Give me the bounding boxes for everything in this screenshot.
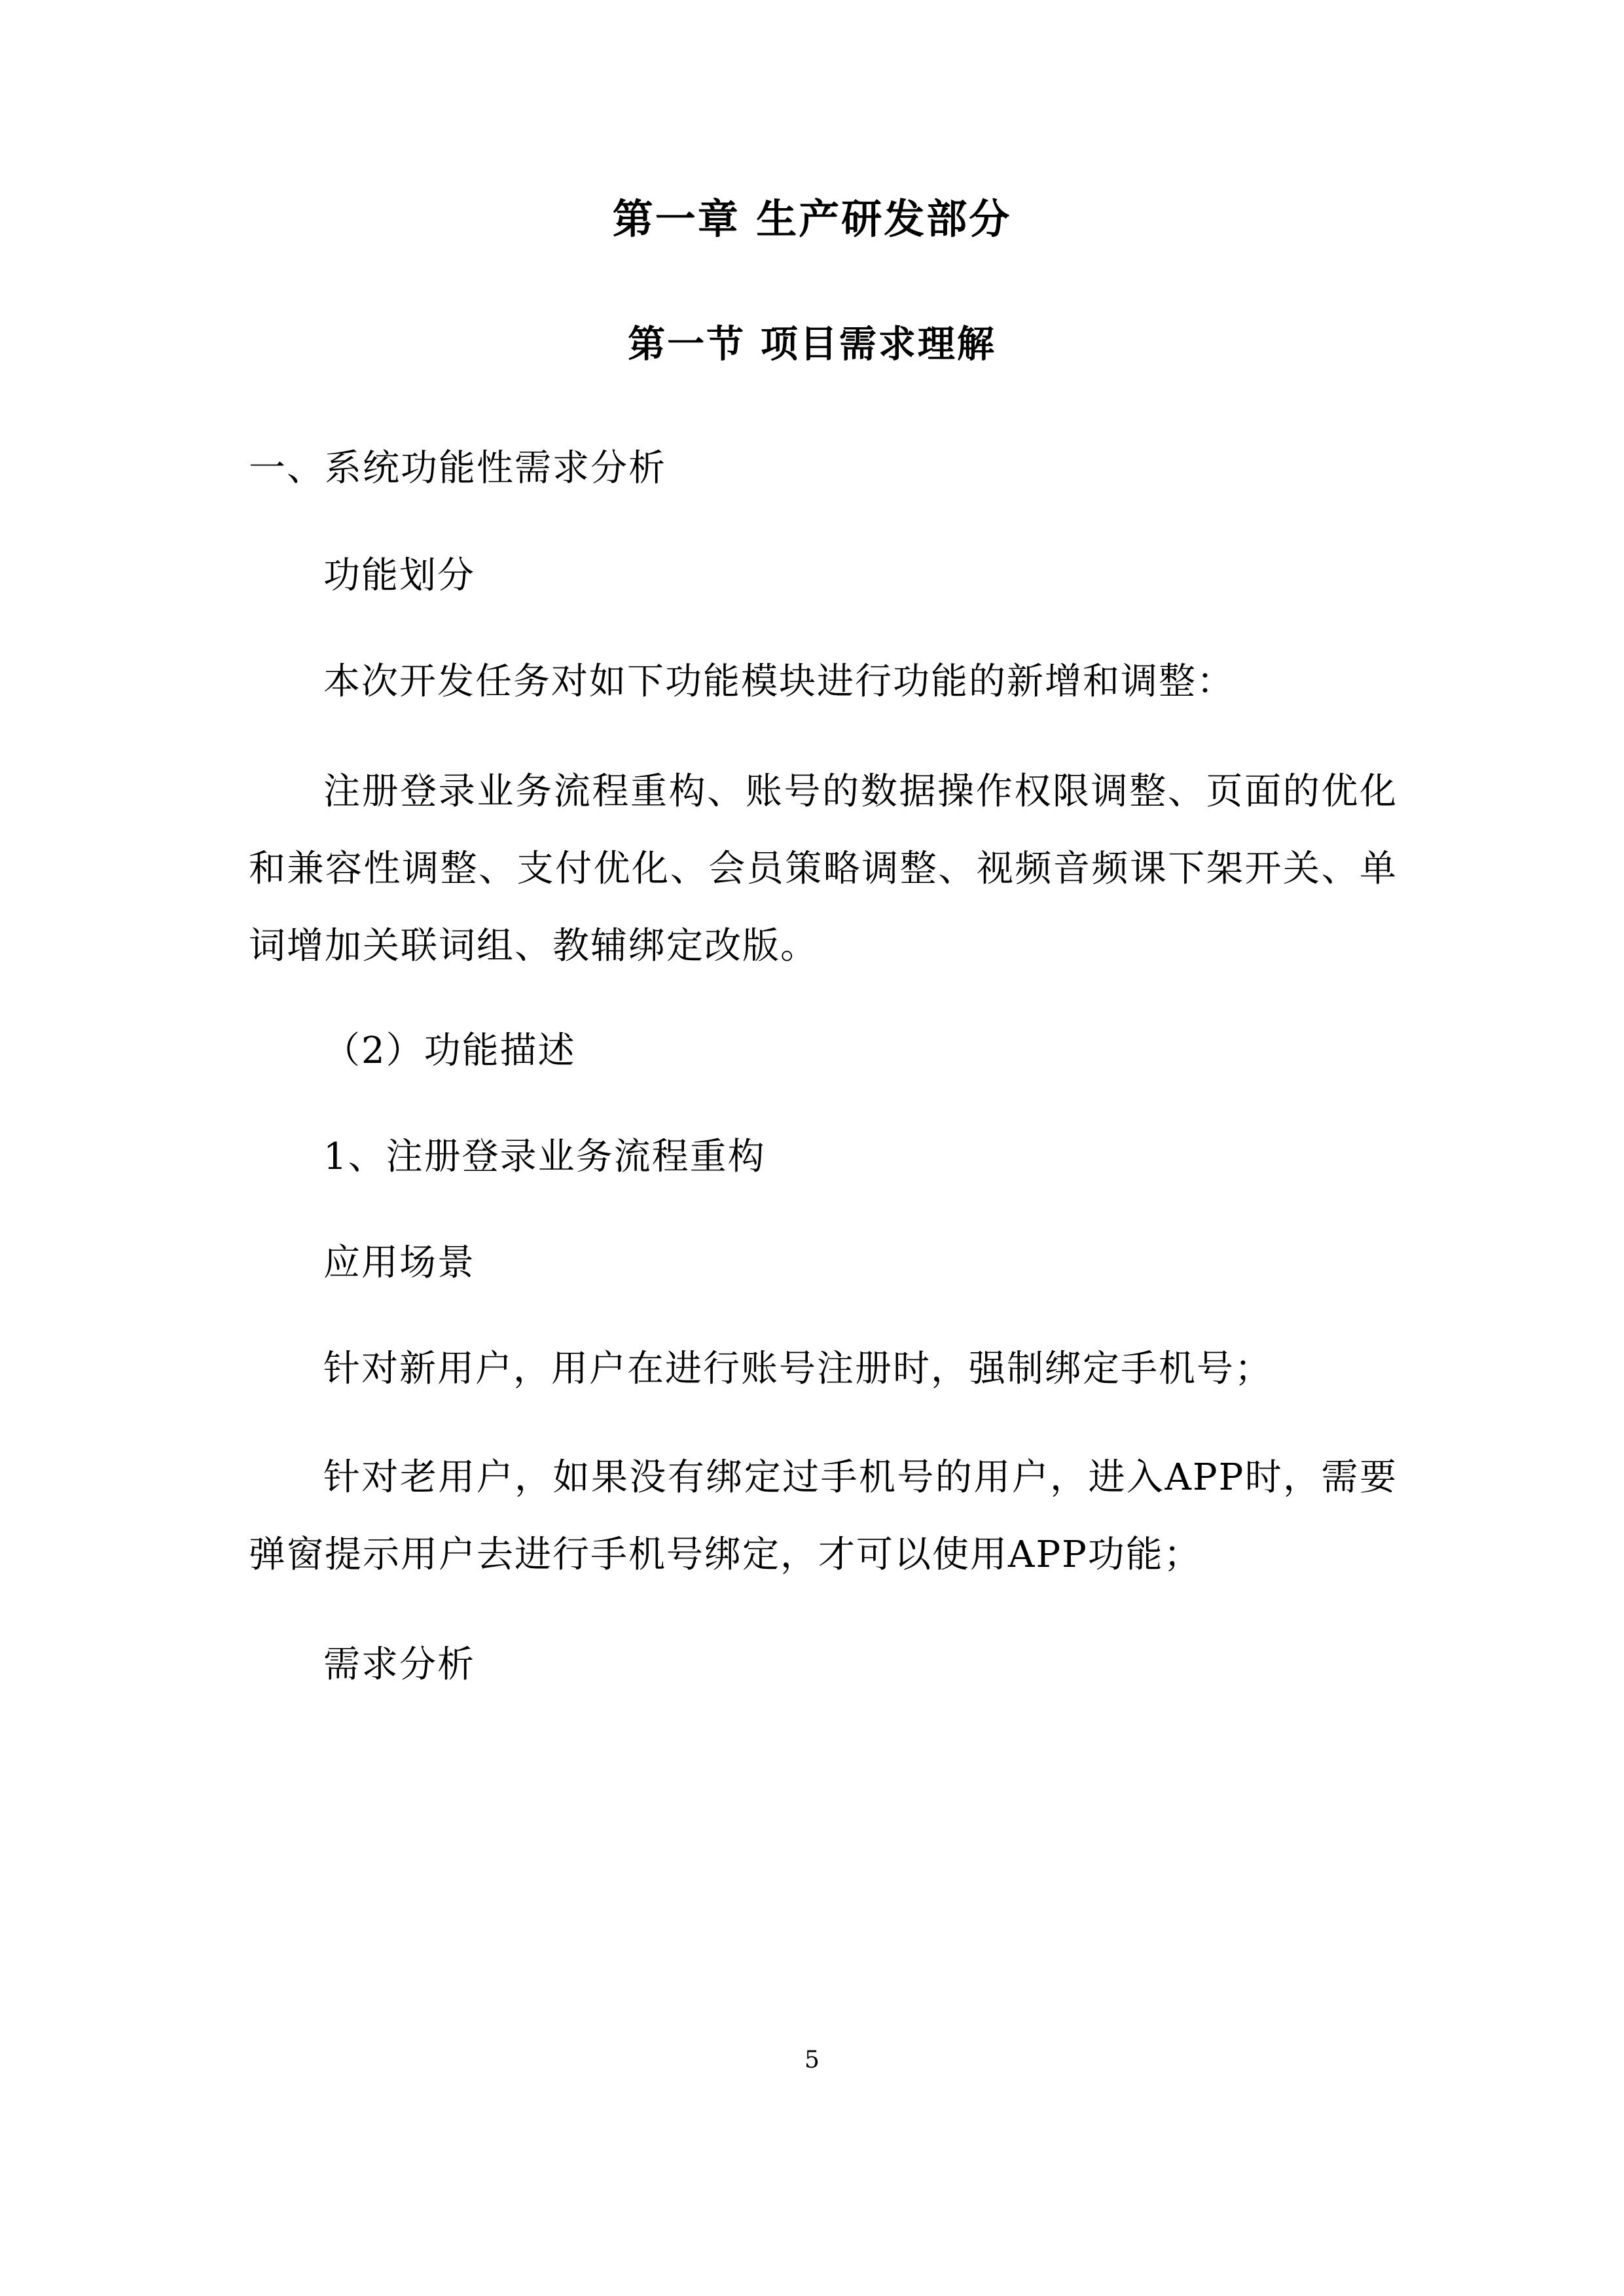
- paragraph-registration-refactor: 1、注册登录业务流程重构: [323, 1136, 766, 1178]
- paragraph-old-users: 针对老用户，如果没有绑定过手机号的用户，进入APP时，需要弹窗提示用户去进行手机号绑定，才可以使用APP功能；: [249, 1456, 1398, 1576]
- heading-functional-requirements: 一、系统功能性需求分析: [249, 447, 666, 490]
- paragraph-application-scenario: 应用场景: [323, 1242, 475, 1284]
- paragraph-requirement-analysis: 需求分析: [323, 1643, 475, 1686]
- paragraph-function-division: 功能划分: [323, 554, 475, 597]
- paragraph-function-description: （2）功能描述: [323, 1030, 576, 1072]
- section-title: 第一节 项目需求理解: [628, 323, 996, 366]
- paragraph-development-task: 本次开发任务对如下功能模块进行功能的新增和调整：: [323, 660, 1235, 703]
- chapter-title: 第一章 生产研发部分: [612, 195, 1012, 243]
- page-number: 5: [804, 2047, 820, 2073]
- paragraph-module-list: 注册登录业务流程重构、账号的数据操作权限调整、页面的优化和兼容性调整、支付优化、会员策略调整、视频音频课下架开关、单词增加关联词组、教辅绑定改版。: [249, 770, 1398, 967]
- paragraph-new-users: 针对新用户，用户在进行账号注册时，强制绑定手机号；: [323, 1348, 1272, 1390]
